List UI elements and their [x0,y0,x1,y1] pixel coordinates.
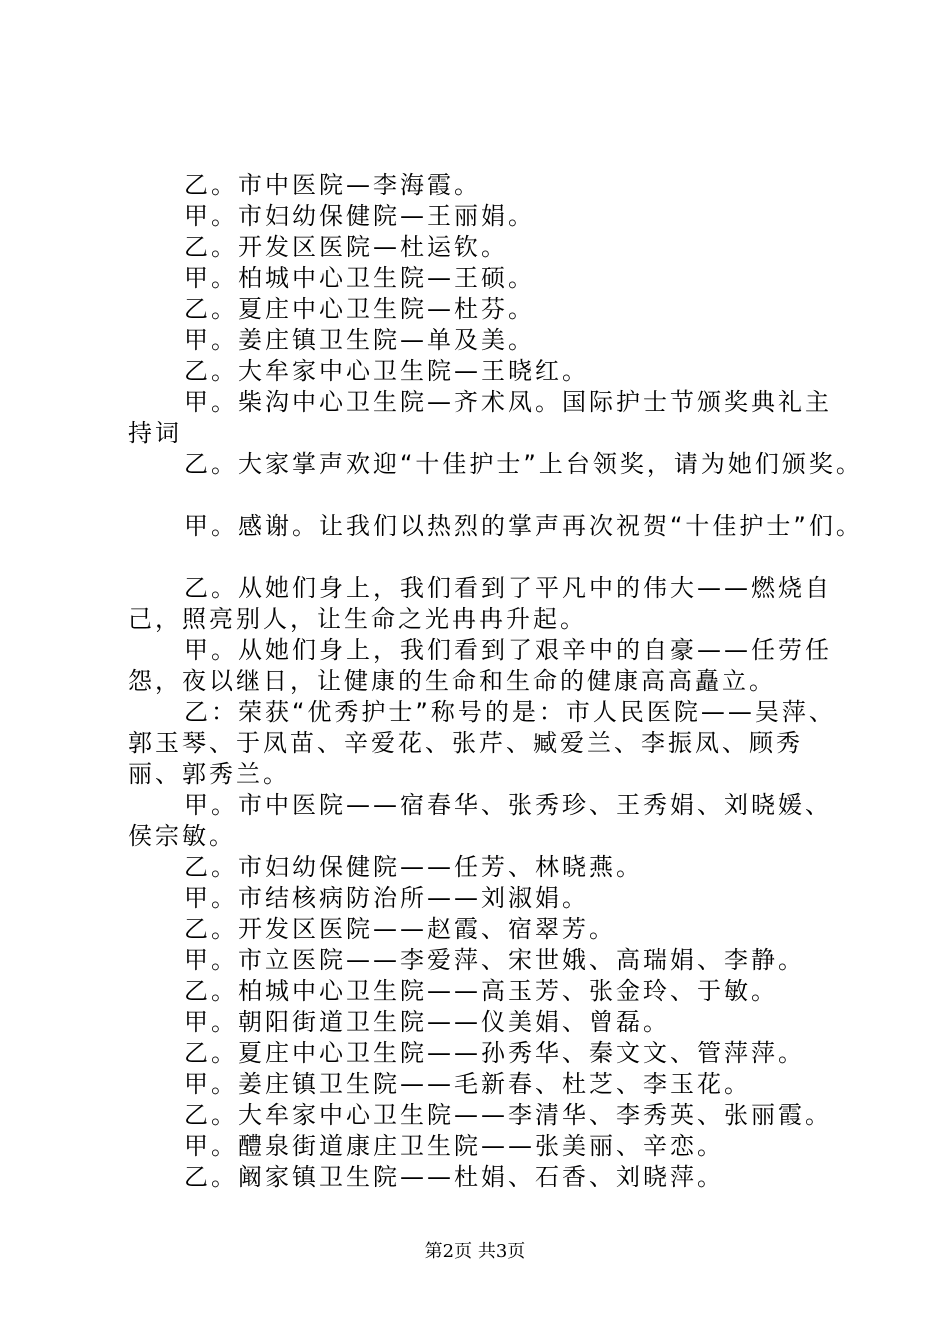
page-number-footer: 第2页 共3页 [424,1241,526,1262]
document-body [128,170,863,1193]
paragraph: 甲。柴沟中心卫生院—齐术凤。国际护士节颁奖典礼主持词 [128,388,832,447]
blank-line [128,480,848,511]
paragraph: 乙。从她们身上，我们看到了平凡中的伟大——燃烧自己，照亮别人，让生命之光冉冉升起。 [128,574,832,633]
paragraph: 甲。市立医院——李爱萍、宋世娥、高瑞娟、李静。 [184,946,805,974]
paragraph: 甲。朝阳街道卫生院——仪美娟、曾磊。 [184,1008,670,1036]
paragraph: 乙。柏城中心卫生院——高玉芳、张金玲、于敏。 [184,977,778,1005]
blank-line [128,542,848,573]
paragraph: 甲。从她们身上，我们看到了艰辛中的自豪——任劳任怨，夜以继日，让健康的生命和生命的健康高高矗立。 [128,636,832,695]
paragraph: 乙。大牟家中心卫生院—王晓红。 [184,357,589,385]
paragraph: 乙。大家掌声欢迎“十佳护士”上台领奖，请为她们颁奖。 [184,450,863,478]
paragraph: 乙。夏庄中心卫生院—杜芬。 [184,295,535,323]
paragraph: 甲。姜庄镇卫生院—单及美。 [184,326,535,354]
paragraph: 甲。市妇幼保健院—王丽娟。 [184,202,535,230]
paragraph: 乙：荣获“优秀护士”称号的是：市人民医院——吴萍、郭玉琴、于凤苗、辛爱花、张芹、臧爱兰、李振凤、顾秀丽、郭秀兰。 [128,698,836,788]
paragraph: 甲。市结核病防治所——刘淑娟。 [184,884,589,912]
paragraph: 乙。开发区医院——赵霞、宿翠芳。 [184,915,616,943]
paragraph: 乙。开发区医院—杜运钦。 [184,233,508,261]
paragraph: 甲。醴泉街道康庄卫生院——张美丽、辛恋。 [184,1132,724,1160]
paragraph: 乙。大牟家中心卫生院——李清华、李秀英、张丽霞。 [184,1101,832,1129]
paragraph: 乙。市妇幼保健院——任芳、林晓燕。 [184,853,643,881]
paragraph: 乙。市中医院—李海霞。 [184,171,481,199]
paragraph: 乙。阚家镇卫生院——杜娟、石香、刘晓萍。 [184,1163,724,1191]
paragraph: 甲。感谢。让我们以热烈的掌声再次祝贺“十佳护士”们。 [184,512,863,540]
paragraph: 甲。姜庄镇卫生院——毛新春、杜芝、李玉花。 [184,1070,751,1098]
paragraph: 乙。夏庄中心卫生院——孙秀华、秦文文、管萍萍。 [184,1039,805,1067]
paragraph: 甲。市中医院——宿春华、张秀珍、王秀娟、刘晓媛、侯宗敏。 [128,791,832,850]
paragraph: 甲。柏城中心卫生院—王硕。 [184,264,535,292]
